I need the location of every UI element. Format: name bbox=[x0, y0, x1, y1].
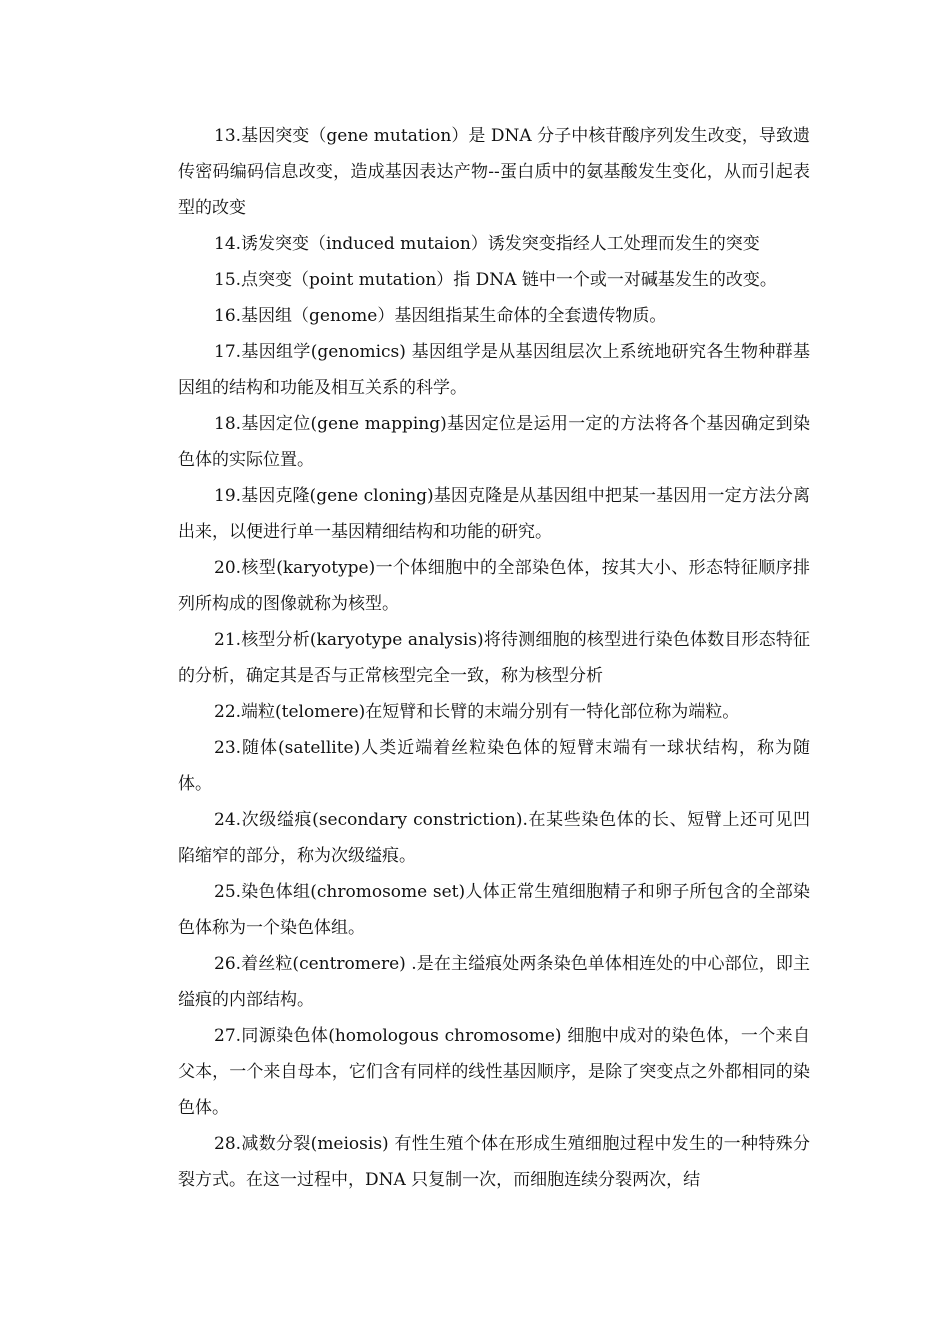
definition-paragraph: 24.次级缢痕(secondary constriction).在某些染色体的长、短臂上还可见凹陷缩窄的部分，称为次级缢痕。 bbox=[178, 810, 810, 866]
definition-paragraph: 27.同源染色体(homologous chromosome) 细胞中成对的染色体，一个来自父本，一个来自母本，它们含有同样的线性基因顺序，是除了突变点之外都相同的染色体。 bbox=[178, 1026, 810, 1118]
definition-paragraph: 21.核型分析(karyotype analysis)将待测细胞的核型进行染色体数目形态特征的分析，确定其是否与正常核型完全一致，称为核型分析 bbox=[178, 630, 810, 686]
definition-paragraph: 28.减数分裂(meiosis) 有性生殖个体在形成生殖细胞过程中发生的一种特殊分裂方式。在这一过程中，DNA 只复制一次，而细胞连续分裂两次，结 bbox=[178, 1134, 810, 1190]
definition-paragraph: 25.染色体组(chromosome set)人体正常生殖细胞精子和卵子所包含的全部染色体称为一个染色体组。 bbox=[178, 882, 810, 938]
definition-paragraph: 17.基因组学(genomics) 基因组学是从基因组层次上系统地研究各生物种群基因组的结构和功能及相互关系的科学。 bbox=[178, 342, 810, 398]
definition-paragraph: 15.点突变（point mutation）指 DNA 链中一个或一对碱基发生的改变。 bbox=[214, 270, 777, 290]
definition-paragraph: 22.端粒(telomere)在短臂和长臂的末端分别有一特化部位称为端粒。 bbox=[214, 702, 740, 722]
document-body bbox=[178, 118, 810, 1198]
definition-paragraph: 13.基因突变（gene mutation）是 DNA 分子中核苷酸序列发生改变，导致遗传密码编码信息改变，造成基因表达产物--蛋白质中的氨基酸发生变化，从而引起表型的改变 bbox=[178, 126, 810, 218]
definition-paragraph: 18.基因定位(gene mapping)基因定位是运用一定的方法将各个基因确定到染色体的实际位置。 bbox=[178, 414, 810, 470]
definition-paragraph: 19.基因克隆(gene cloning)基因克隆是从基因组中把某一基因用一定方法分离出来，以便进行单一基因精细结构和功能的研究。 bbox=[178, 486, 810, 542]
definition-paragraph: 14.诱发突变（induced mutaion）诱发突变指经人工处理而发生的突变 bbox=[214, 234, 760, 254]
definition-paragraph: 20.核型(karyotype)一个体细胞中的全部染色体，按其大小、形态特征顺序排列所构成的图像就称为核型。 bbox=[178, 558, 810, 614]
definition-paragraph: 23.随体(satellite)人类近端着丝粒染色体的短臂末端有一球状结构，称为随体。 bbox=[178, 738, 810, 794]
definition-paragraph: 16.基因组（genome）基因组指某生命体的全套遗传物质。 bbox=[214, 306, 667, 326]
definition-paragraph: 26.着丝粒(centromere) .是在主缢痕处两条染色单体相连处的中心部位，即主缢痕的内部结构。 bbox=[178, 954, 810, 1010]
